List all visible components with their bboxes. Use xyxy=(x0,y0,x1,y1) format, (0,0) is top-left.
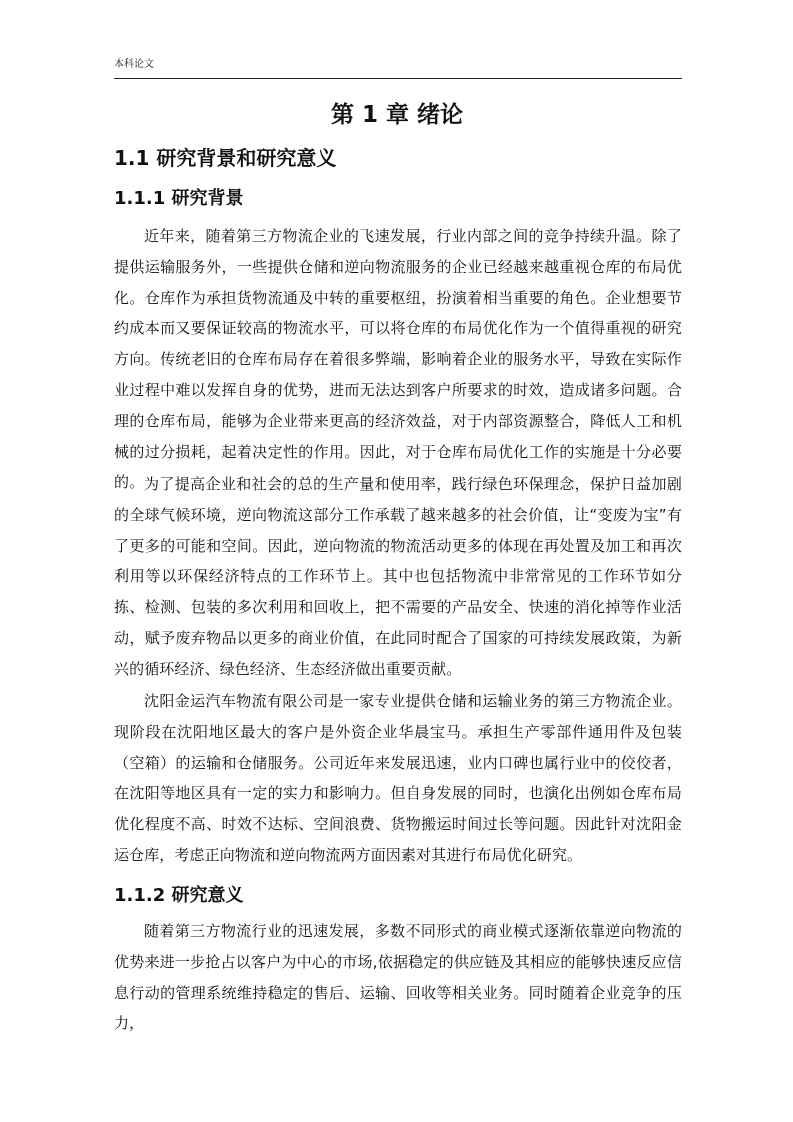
header-divider xyxy=(114,78,682,79)
subsection-title-research-background: 1.1.1 研究背景 xyxy=(114,188,244,209)
running-header: 本科论文 xyxy=(114,59,154,70)
paragraph-background-1: 近年来，随着第三方物流企业的飞速发展，行业内部之间的竞争持续升温。除了提供运输服务外，一些提供仓储和逆向物流服务的企业已经越来越重视仓库的布局优化。仓库作为承担货物流通及中转的重要枢纽，扮演着相当重要的角色。企业想要节约成本而又要保证较高的物流水平，可以将仓库的布局优化作为一个值得重视的研究方向。传统老旧的仓库布局存在着很多弊端，影响着企业的服务水平，导致在实际作业过程中难以发挥自身的优势，进而无法达到客户所要求的时效，造成诸多问题。合理的仓库布局，能够为企业带来更高的经济效益，对于内部资源整合，降低人工和机械的过分损耗，起着决定性的作用。因此，对于仓库布局优化工作的实施是十分必要的。 xyxy=(114,227,682,492)
paragraph-background-2: 为了提高企业和社会的总的生产量和使用率，践行绿色环保理念，保护日益加剧的全球气候环境，逆向物流这部分工作承载了越来越多的社会价值，让“变废为宝”有了更多的可能和空间。因此，逆向物流的物流活动更多的体现在再处置及加工和再次利用等以环保经济特点的工作环节上。其中也包括物流中非常常见的工作环节如分拣、检测、包装的多次利用和回收上，把不需要的产品安全、快速的消化掉等作业活动，赋予废弃物品以更多的商业价值，在此同时配合了国家的可持续发展政策，为新兴的循环经济、绿色经济、生态经济做出重要贡献。 xyxy=(114,475,682,678)
paragraph-significance-1: 随着第三方物流行业的迅速发展，多数不同形式的商业模式逐渐依靠逆向物流的优势来进一步抢占以客户为中心的市场,依据稳定的供应链及其相应的能够快速反应信息行动的管理系统维持稳定的售后、运输、回收等相关业务。同时随着企业竞争的压力， xyxy=(114,922,682,1033)
section-title: 1.1 研究背景和研究意义 xyxy=(114,146,337,170)
paragraph-background-3: 沈阳金运汽车物流有限公司是一家专业提供仓储和运输业务的第三方物流企业。现阶段在沈阳地区最大的客户是外资企业华晨宝马。承担生产零部件通用件及包装（空箱）的运输和仓储服务。公司近年来发展迅速，业内口碑也属行业中的佼佼者，在沈阳等地区具有一定的实力和影响力。但自身发展的同时，也演化出例如仓库布局优化程度不高、时效不达标、空间浪费、货物搬运时间过长等问题。因此针对沈阳金运仓库，考虑正向物流和逆向物流两方面因素对其进行布局优化研究。 xyxy=(114,692,682,864)
chapter-title: 第 1 章 绪论 xyxy=(330,102,464,128)
subsection-title-research-significance: 1.1.2 研究意义 xyxy=(114,885,244,906)
